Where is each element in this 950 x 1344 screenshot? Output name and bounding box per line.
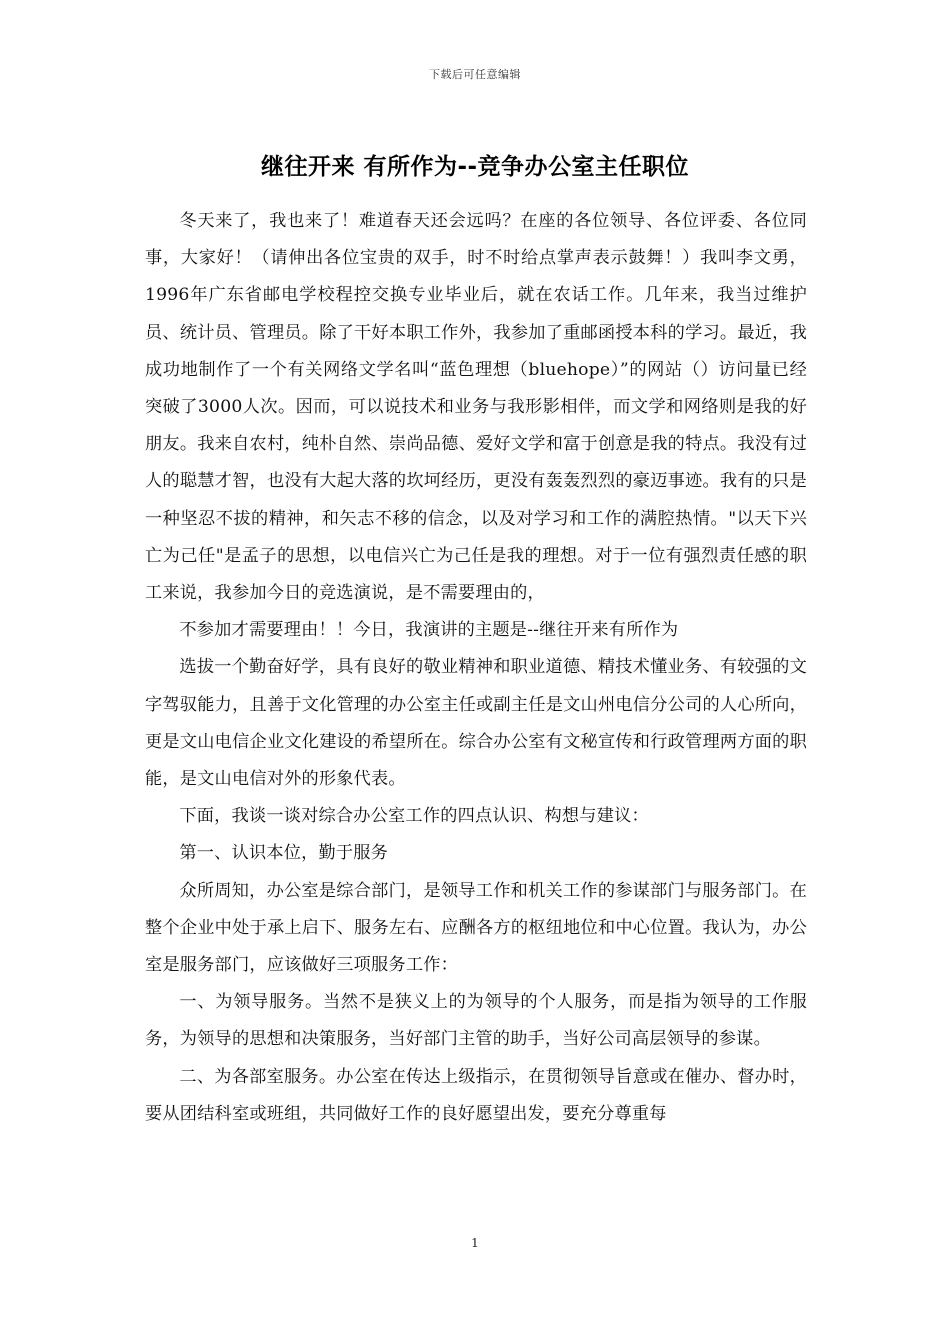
document-body: [145, 203, 807, 1133]
paragraph: 选拔一个勤奋好学，具有良好的敬业精神和职业道德、精技术懂业务、有较强的文字驾驭能力，且善于文化管理的办公室主任或副主任是文山州电信分公司的人心所向，更是文山电信企业文化建设的希望所在。综合办公室有文秘宣传和行政管理两方面的职能，是文山电信对外的形象代表。: [145, 657, 807, 790]
page-number: 1: [471, 1236, 479, 1250]
paragraph: 不参加才需要理由！！今日，我演讲的主题是--继往开来有所作为: [179, 620, 679, 641]
document-title: 继往开来 有所作为--竞争办公室主任职位: [260, 154, 690, 180]
paragraph: 二、为各部室服务。办公室在传达上级指示，在贯彻领导旨意或在催办、督办时，要从团结科室或班组，共同做好工作的良好愿望出发，要充分尊重每: [145, 1066, 807, 1124]
header-note: 下载后可任意编辑: [429, 68, 521, 81]
paragraph: 第一、认识本位，勤于服务: [179, 843, 389, 864]
paragraph: 冬天来了，我也来了！难道春天还会远吗？在座的各位领导、各位评委、各位同事，大家好！（请伸出各位宝贵的双手，时不时给点掌声表示鼓舞！）我叫李文勇，1996年广东省邮电学校程控交换专业毕业后，就在农话工作。几年来，我当过维护员、统计员、管理员。除了干好本职工作外，我参加了重邮函授本科的学习。最近，我成功地制作了一个有关网络文学名叫“蓝色理想（bluehope）”的网站（）访问量已经突破了3000人次。因而，可以说技术和业务与我形影相伴，而文学和网络则是我的好朋友。我来自农村，纯朴自然、崇尚品德、爱好文学和富于创意是我的特点。我没有过人的聪慧才智，也没有大起大落的坎坷经历，更没有轰轰烈烈的豪迈事迹。我有的只是一种坚忍不拔的精神，和矢志不移的信念，以及对学习和工作的满腔热情。"以天下兴亡为己任"是孟子的思想，以电信兴亡为己任是我的理想。对于一位有强烈责任感的职工来说，我参加今日的竞选演说，是不需要理由的，: [145, 211, 807, 604]
paragraph: 众所周知，办公室是综合部门，是领导工作和机关工作的参谋部门与服务部门。在整个企业中处于承上启下、服务左右、应酬各方的枢纽地位和中心位置。我认为，办公室是服务部门，应该做好三项服务工作：: [145, 880, 807, 976]
paragraph: 一、为领导服务。当然不是狭义上的为领导的个人服务，而是指为领导的工作服务，为领导的思想和决策服务，当好部门主管的助手，当好公司高层领导的参谋。: [145, 992, 807, 1050]
paragraph: 下面，我谈一谈对综合办公室工作的四点认识、构想与建议：: [179, 806, 649, 827]
